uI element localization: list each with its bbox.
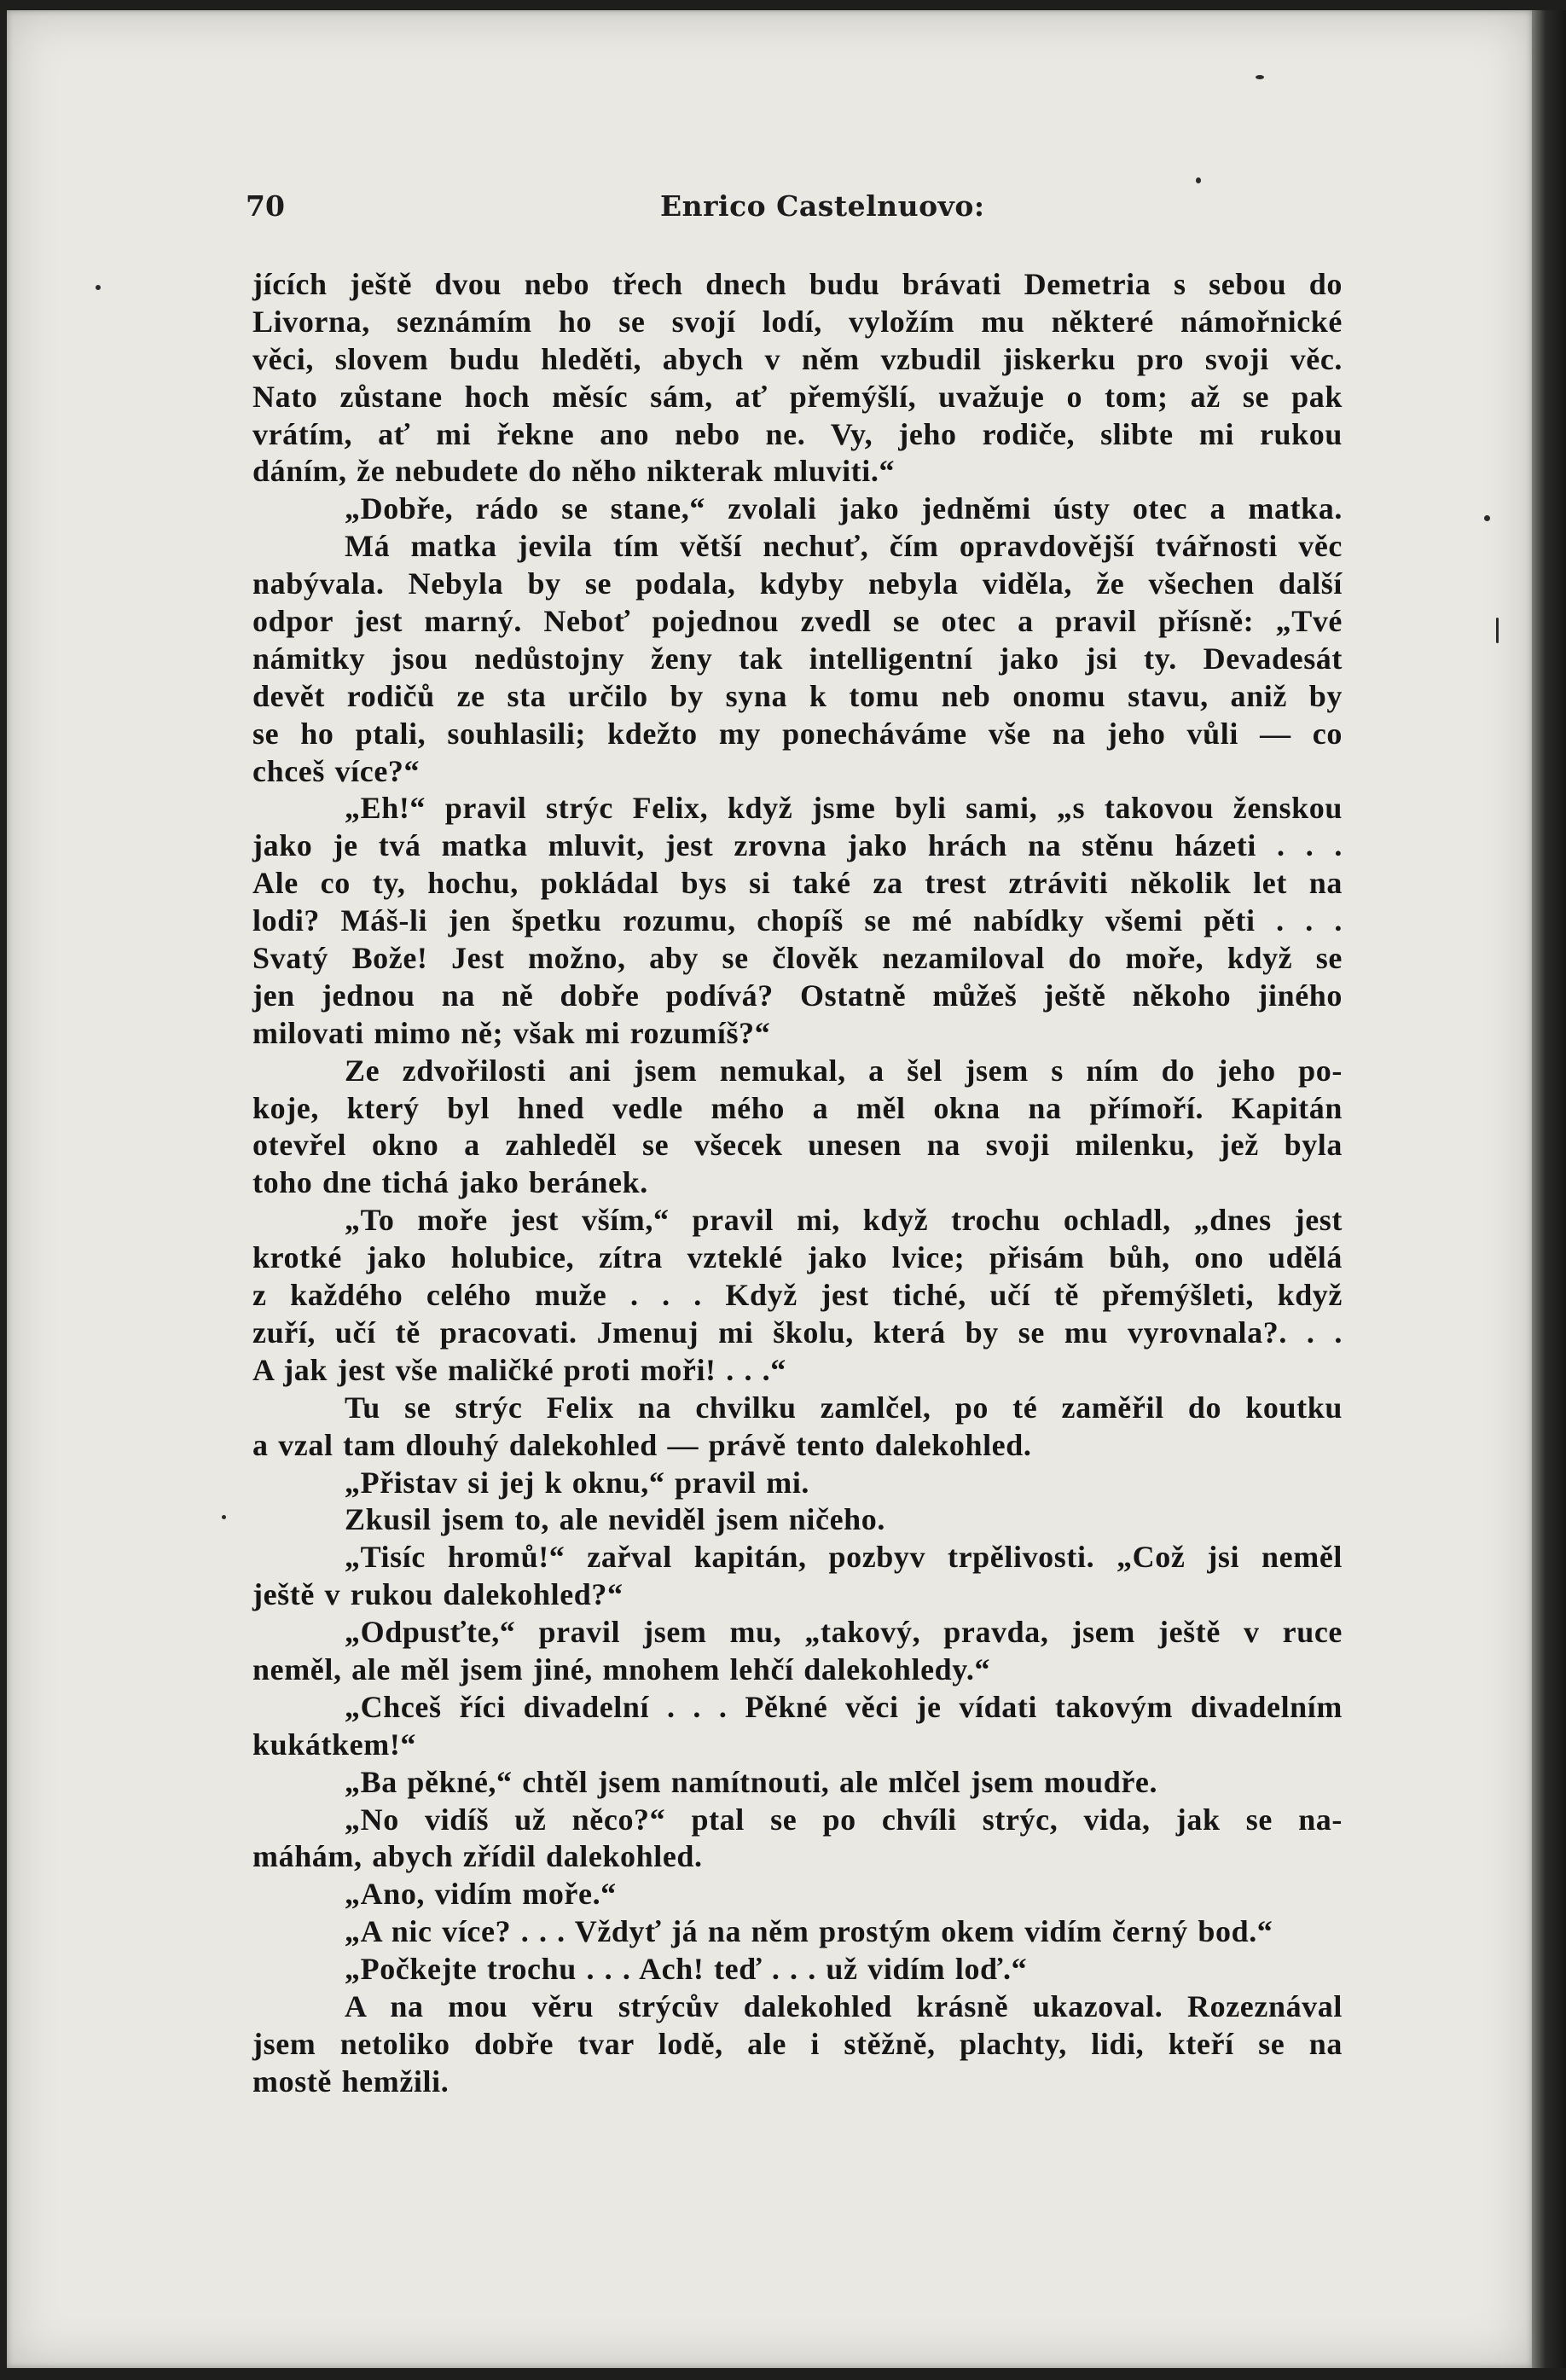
text-line: „Přistav si jej k oknu,“ pravil mi.	[345, 1465, 810, 1500]
text-line: Ale co ty, hochu, pokládal bys si také za trest ztráviti několik let na	[252, 866, 1343, 901]
print-speck	[96, 285, 101, 290]
text-line: z každého celého muže . . . Když jest tiché, učí tě přemýšleti, když	[252, 1278, 1343, 1313]
text-line: toho dne tichá jako beránek.	[252, 1165, 648, 1200]
text-line: „Chceš říci divadelní . . . Pěkné věci je vídati takovým divadelním	[345, 1689, 1343, 1724]
body-text	[252, 266, 1343, 2101]
text-line: Svatý Bože! Jest možno, aby se člověk nezamiloval do moře, když se	[252, 941, 1343, 976]
text-line: lodi? Máš-li jen špetku rozumu, chopíš se mé nabídky všemi pěti . . .	[252, 903, 1343, 938]
text-line: „Ano, vidím moře.“	[345, 1877, 617, 1912]
text-line: jsem netoliko dobře tvar lodě, ale i stěžně, plachty, lidi, kteří se na	[252, 2026, 1343, 2061]
print-speck	[1484, 515, 1490, 521]
text-line: koje, který byl hned vedle mého a měl okna na přímoří. Kapitán	[252, 1090, 1343, 1125]
text-line: kukátkem!“	[252, 1727, 417, 1762]
text-line: A na mou věru strýcův dalekohled krásně ukazoval. Rozeznával	[345, 1988, 1343, 2023]
text-line: „Tisíc hromů!“ zařval kapitán, pozbyv trpělivosti. „Což jsi neměl	[345, 1540, 1343, 1575]
print-speck	[222, 1515, 226, 1519]
text-line: „Odpusťte,“ pravil jsem mu, „takový, pravda, jsem ještě v ruce	[345, 1615, 1343, 1650]
text-line: Zkusil jsem to, ale neviděl jsem ničeho.	[345, 1502, 885, 1537]
text-line: chceš více?“	[252, 753, 420, 788]
text-line: jen jednou na ně dobře podívá? Ostatně můžeš ještě někoho jiného	[252, 978, 1343, 1013]
text-line: krotké jako holubice, zítra vzteklé jako lvice; přisám bůh, ono udělá	[252, 1240, 1343, 1275]
text-line: A jak jest vše maličké proti moři! . . .“	[252, 1352, 786, 1387]
text-line: máhám, abych zřídil dalekohled.	[252, 1839, 703, 1874]
text-line: jako je tvá matka mluvit, jest zrovna jako hrách na stěnu házeti . . .	[252, 828, 1343, 863]
page-header	[246, 181, 1329, 232]
text-line: věci, slovem budu hleděti, abych v něm vzbudil jiskerku pro svoji věc.	[252, 341, 1343, 376]
text-line: jících ještě dvou nebo třech dnech budu brávati Demetria s sebou do	[252, 267, 1343, 301]
text-line: devět rodičů ze sta určilo by syna k tomu neb onomu stavu, aniž by	[252, 678, 1343, 713]
text-line: „Dobře, rádo se stane,“ zvolali jako jedněmi ústy otec a matka.	[345, 491, 1343, 526]
text-line: zuří, učí tě pracovati. Jmenuj mi školu, která by se mu vyrovnala?. . .	[252, 1315, 1343, 1350]
text-line: odpor jest marný. Neboť pojednou zvedl se otec a pravil přísně: „Tvé	[252, 604, 1343, 639]
text-line: nabývala. Nebyla by se podala, kdyby nebyla viděla, že všechen další	[252, 566, 1343, 601]
text-line: „To moře jest vším,“ pravil mi, když trochu ochladl, „dnes jest	[345, 1203, 1343, 1238]
text-line: dáním, že nebudete do něho nikterak mluviti.“	[252, 454, 896, 489]
text-line: „No vidíš už něco?“ ptal se po chvíli strýc, vida, jak se na-	[345, 1802, 1343, 1837]
text-line: mostě hemžili.	[252, 2064, 450, 2098]
text-line: námitky jsou nedůstojny ženy tak intelligentní jako jsi ty. Devadesát	[252, 641, 1343, 676]
text-line: „Ba pěkné,“ chtěl jsem namítnouti, ale mlčel jsem moudře.	[345, 1764, 1158, 1799]
print-speck	[1256, 75, 1264, 79]
text-line: Ze zdvořilosti ani jsem nemukal, a šel jsem s ním do jeho po-	[345, 1053, 1343, 1088]
text-line: Nato zůstane hoch měsíc sám, ať přemýšlí, uvažuje o tom; až se pak	[252, 379, 1343, 414]
text-line: neměl, ale měl jsem jiné, mnohem lehčí dalekohledy.“	[252, 1651, 991, 1686]
text-line: „Eh!“ pravil strýc Felix, když jsme byli sami, „s takovou ženskou	[345, 791, 1343, 826]
text-line: a vzal tam dlouhý dalekohled — právě tento dalekohled.	[252, 1427, 1032, 1462]
text-line: milovati mimo ně; však mi rozumíš?“	[252, 1015, 771, 1050]
running-title: Enrico Castelnuovo:	[660, 189, 985, 223]
text-line: se ho ptali, souhlasili; kdežto my ponecháváme vše na jeho vůli — co	[252, 716, 1343, 751]
text-line: otevřel okno a zahleděl se všecek unesen na svoji milenku, jež byla	[252, 1128, 1343, 1163]
page-number: 70	[246, 189, 285, 223]
text-line: „Počkejte trochu . . . Ach! teď . . . už vidím loď.“	[345, 1952, 1028, 1987]
text-line: Livorna, seznámím ho se svojí lodí, vyložím mu některé námořnické	[252, 304, 1343, 339]
text-line: vrátím, ať mi řekne ano nebo ne. Vy, jeho rodiče, slibte mi rukou	[252, 416, 1343, 451]
print-speck	[1496, 618, 1499, 643]
text-line: Tu se strýc Felix na chvilku zamlčel, po té zaměřil do koutku	[345, 1390, 1343, 1425]
page-edge-shadow	[1532, 10, 1566, 2368]
text-line: „A nic více? . . . Vždyť já na něm prostým okem vidím černý bod.“	[345, 1914, 1273, 1949]
text-line: Má matka jevila tím větší nechuť, čím opravdovější tvářnosti věc	[345, 529, 1343, 564]
text-line: ještě v rukou dalekohled?“	[252, 1577, 624, 1612]
